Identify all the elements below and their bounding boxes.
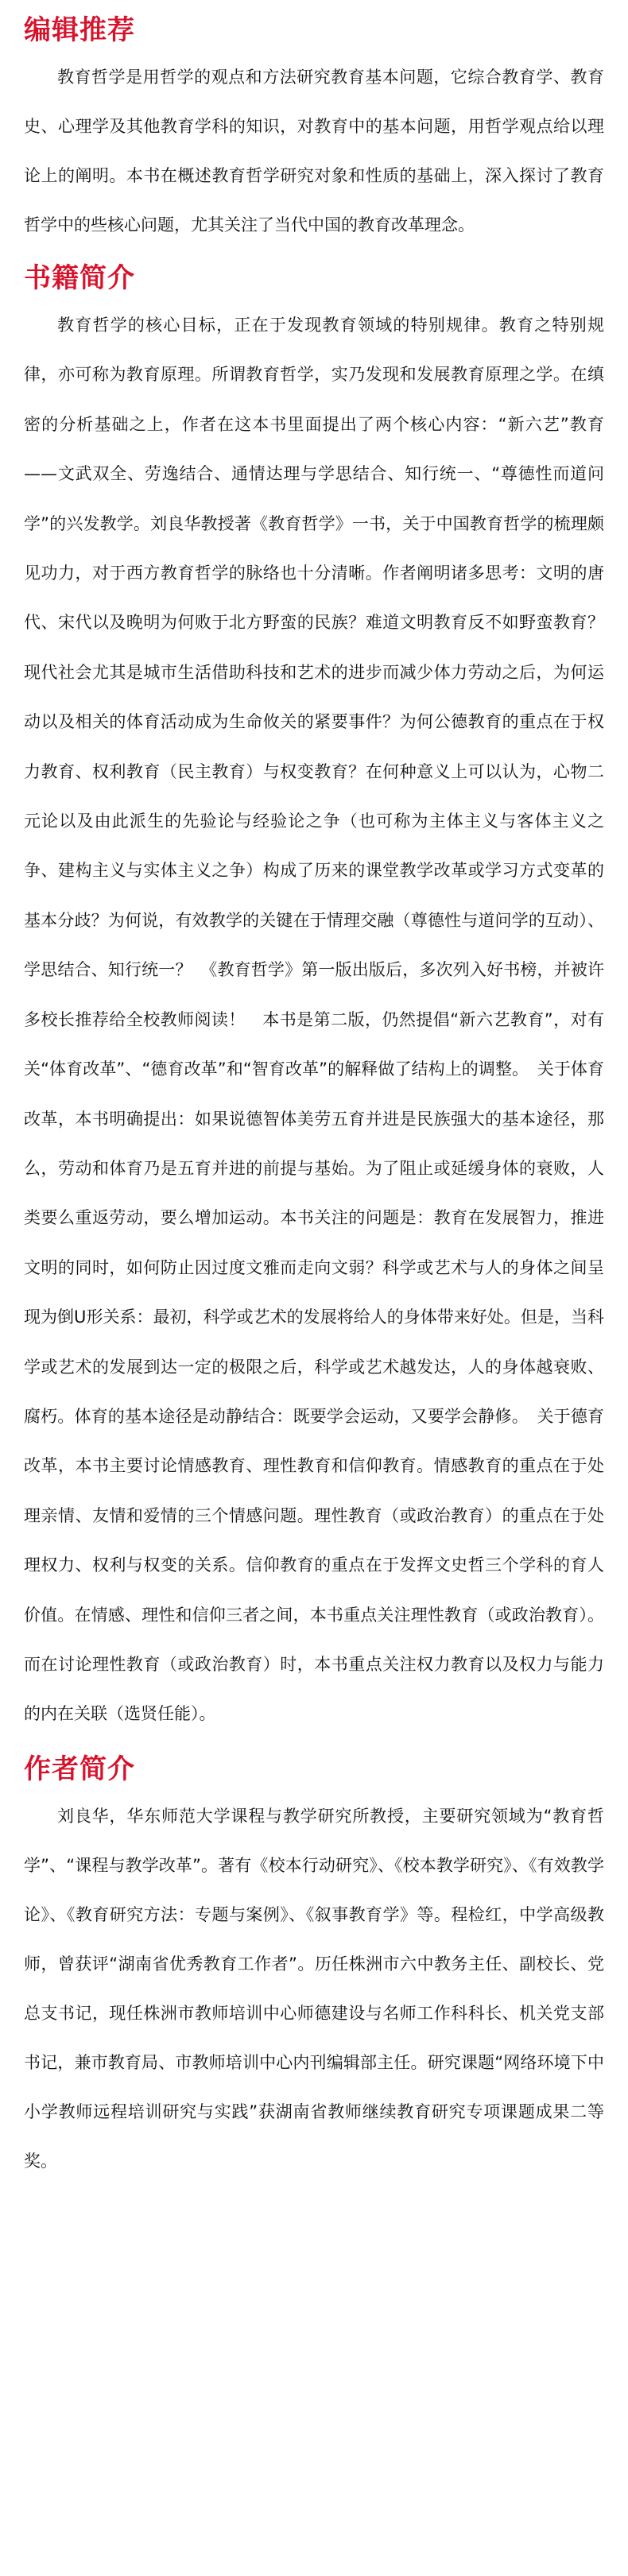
section-title-editor-recommendation: 编辑推荐 bbox=[24, 14, 135, 46]
editor-recommendation-text: 教育哲学是用哲学的观点和方法研究教育基本问题，它综合教育学、教育史、心理学及其他教育学科的知识，对教育中的基本问题，用哲学观点给以理论上的阐明。本书在概述教育哲学研究对象和性质的基础上，深入探讨了教育哲学中的些核心问题，尤其关注了当代中国的教育改革理念。 bbox=[24, 68, 604, 234]
author-introduction-text: 刘良华，华东师范大学课程与教学研究所教授，主要研究领域为“教育哲学”、“课程与教学改革”。著有《校本行动研究》、《校本教学研究》、《有效教学论》、《教育研究方法：专题与案例》、《叙事教育学》等。程检红，中学高级教师，曾获评“湖南省优秀教育工作者”。历任株洲市六中教务主任、副校长、党总支书记，现任株洲市教师培训中心师德建设与名师工作科科长、机关党支部书记，兼市教育局、市教师培训中心内刊编辑部主任。研究课题“网络环境下中小学教师远程培训研究与实践”获湖南省教师继续教育研究专项课题成果二等奖。 bbox=[24, 1806, 604, 2171]
book-introduction-text: 教育哲学的核心目标，正在于发现教育领域的特别规律。教育之特别规律，亦可称为教育原理。所谓教育哲学，实乃发现和发展教育原理之学。在缜密的分析基础之上，作者在这本书里面提出了两个核心内容：“新六艺”教育——文武双全、劳逸结合、通情达理与学思结合、知行统一、“尊德性而道问学”的兴发教学。刘良华教授著《教育哲学》一书，关于中国教育哲学的梳理颇见功力，对于西方教育哲学的脉络也十分清晰。作者阐明诸多思考：文明的唐代、宋代以及晚明为何败于北方野蛮的民族？难道文明教育反不如野蛮教育？现代社会尤其是城市生活借助科技和艺术的进步而减少体力劳动之后，为何运动以及相关的体育活动成为生命攸关的紧要事件？为何公德教育的重点在于权力教育、权利教育（民主教育）与权变教育？在何种意义上可以认为，心物二元论以及由此派生的先验论与经验论之争（也可称为主体主义与客体主义之争、建构主义与实体主义之争）构成了历来的课堂教学改革或学习方式变革的基本分歧？为何说，有效教学的关键在于情理交融（尊德性与道问学的互动）、学思结合、知行统一？ 《教育哲学》第一版出版后，多次列入好书榜，并被许多校长推荐给全校教师阅读！ 本书是第二版，仍然提倡“新六艺教育”，对有关“体育改革”、“德育改革”和“智育改革”的解释做了结构上的调整。 关于体育改革，本书明确提出：如果说德智体美劳五育并进是民族强大的基本途径，那么，劳动和体育乃是五育并进的前提与基始。为了阻止或延缓身体的衰败，人类要么重返劳动，要么增加运动。本书关注的问题是：教育在发展智力，推进文明的同时，如何防止因过度文雅而走向文弱？科学或艺术与人的身体之间呈现为倒U形关系：最初，科学或艺术的发展将给人的身体带来好处。但是，当科学或艺术的发展到达一定的极限之后，科学或艺术越发达，人的身体越衰败、腐朽。体育的基本途径是动静结合：既要学会运动，又要学会静修。 关于德育改革，本书主要讨论情感教育、理性教育和信仰教育。情感教育的重点在于处理亲情、友情和爱情的三个情感问题。理性教育（或政治教育）的重点在于处理权力、权利与权变的关系。信仰教育的重点在于发挥文史哲三个学科的育人价值。在情感、理性和信仰三者之间，本书重点关注理性教育（或政治教育）。而在讨论理性教育（或政治教育）时，本书重点关注权力教育以及权力与能力的内在关联（选贤任能）。 bbox=[24, 316, 604, 1724]
section-title-author-introduction: 作者简介 bbox=[24, 1753, 135, 1785]
section-book-introduction bbox=[24, 256, 604, 1739]
section-title-book-introduction: 书籍简介 bbox=[24, 262, 135, 294]
section-author-introduction bbox=[24, 1747, 604, 2186]
section-editor-recommendation bbox=[24, 8, 604, 250]
